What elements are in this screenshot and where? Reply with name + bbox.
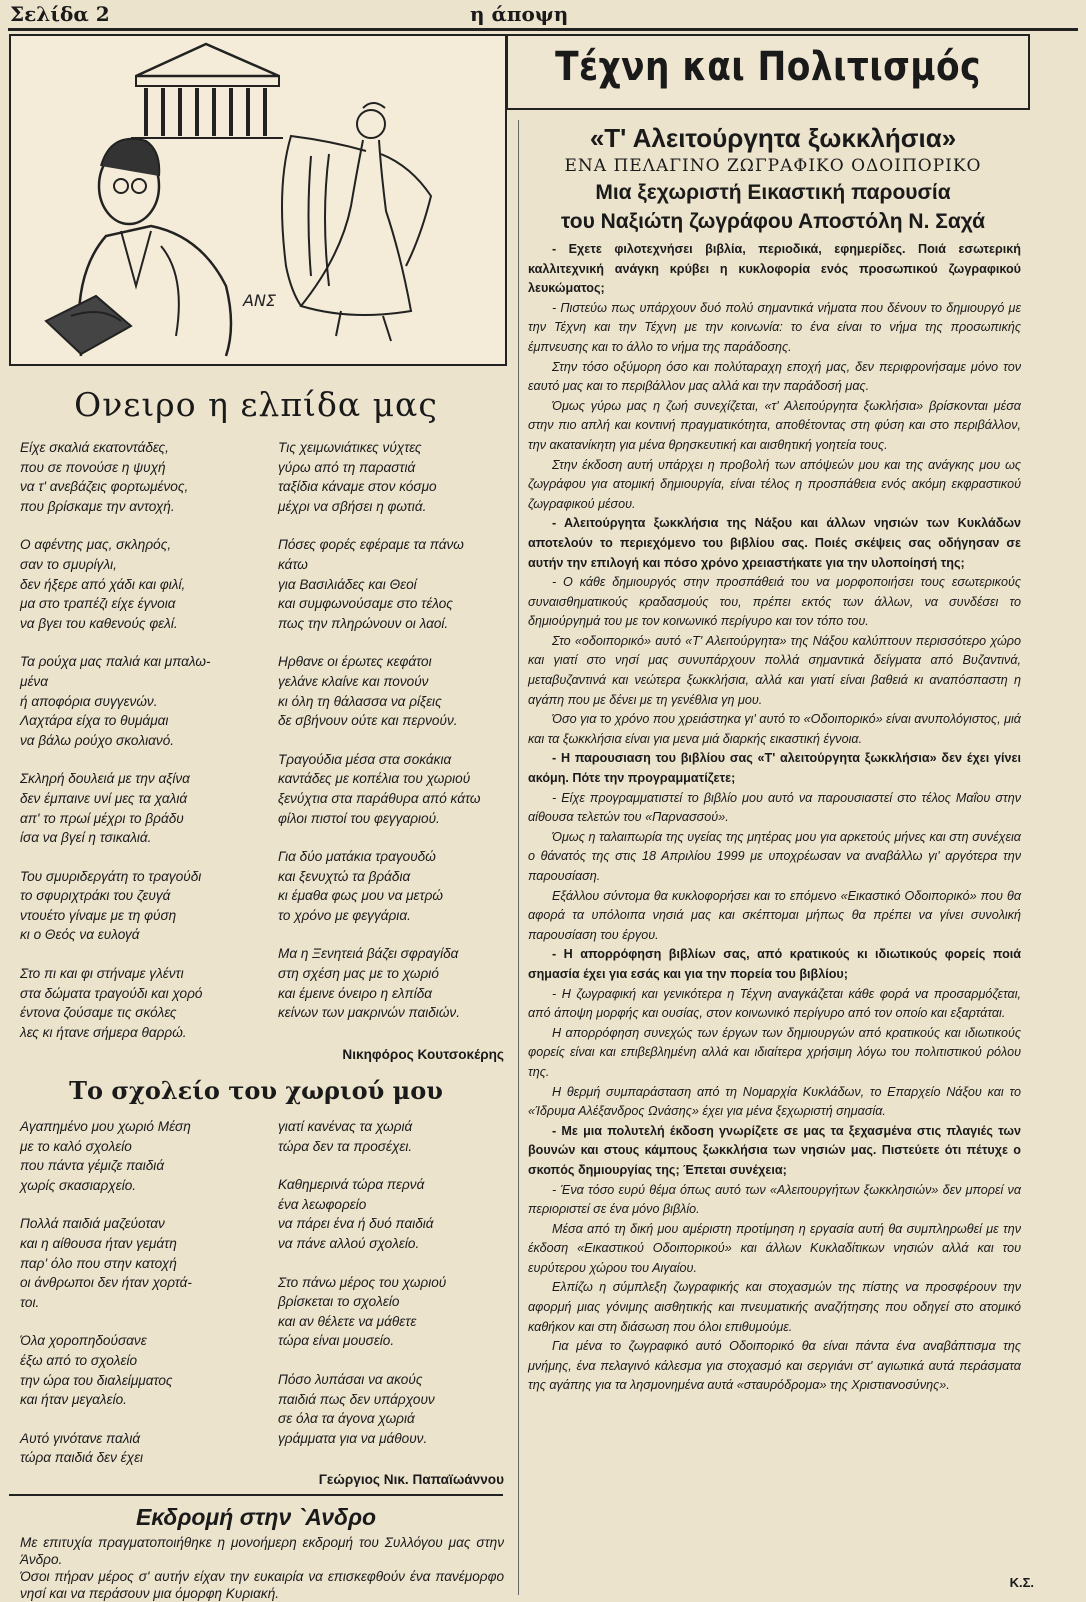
poem-stanza (278, 1273, 510, 1351)
poem-line: φίλοι πιστοί του φεγγαριού. (278, 810, 440, 826)
poem-line: μα στο τραπέζι είχε έγνοια (20, 596, 176, 612)
poem-line: Στο πάνω μέρος του χωριού (278, 1274, 447, 1290)
poem-line: να βγει του καθενούς φελί. (20, 615, 178, 631)
poem-line: Ο αφέντης μας, σκληρός, (20, 537, 172, 553)
poem-line: Ηρθανε οι έρωτες κεφάτοι (278, 654, 432, 670)
poem-stanza (20, 1117, 265, 1195)
poem2-column-left (20, 1117, 265, 1487)
interview-question: - Η απορρόφηση βιβλίων σας, από κρατικούς κι ιδιωτικούς φορείς ποιά σημασία έχει για εσάς και για την πορεία του βιβλίου; (528, 947, 1021, 981)
poem-line: Όλα χοροπηδούσανε (20, 1333, 147, 1349)
poem-stanza (278, 535, 510, 633)
poem-line: χωρίς σκασιαρχείο. (20, 1177, 137, 1193)
article-subtitle: ΕΝΑ ΠΕΛΑΓΙΝΟ ΖΩΓΡΑΦΙΚΟ ΟΔΟΙΠΟΡΙΚΟ (564, 156, 982, 176)
poem-line: πως την πληρώνουν οι λαοί. (278, 615, 449, 631)
poem-line: ντουέτο γίναμε με τη φύση (20, 907, 177, 923)
poem-stanza (20, 867, 265, 945)
poem-line: να πάνε αλλού σχολείο. (278, 1235, 420, 1251)
poem-stanza (20, 652, 265, 750)
article-header (528, 122, 1018, 236)
poem-line: κείνων των μακρινών παιδιών. (278, 1005, 460, 1021)
article-heading-1: Μια ξεχωριστή Εικαστική παρουσία (595, 181, 951, 204)
article-heading-2: του Ναξιώτη ζωγράφου Αποστόλη Ν. Σαχά (560, 210, 986, 233)
poem-line: που σε πονούσε η ψυχή (20, 459, 166, 475)
poem-line: τώρα παιδιά δεν έχει (20, 1450, 144, 1466)
poem-line: Πόσο λυπάσαι να ακούς (278, 1371, 423, 1387)
interview-answer: Η θερμή συμπαράσταση από τη Νομαρχία Κυκλάδων, το Επαρχείο Νάξου και το «Ίδρυμα Αλέξανδρος Ωνάσης» έχει για μένα ξεχωριστή σημασία. (528, 1084, 1021, 1119)
poem-line: έντονα ζούσαμε τις σκόλες (20, 1005, 177, 1021)
article-body (528, 240, 1021, 1396)
poem-line: γύρω από τη παραστιά (278, 459, 416, 475)
poem-line: Του σμυριδεργάτη το τραγούδι (20, 868, 202, 884)
poem2-title: Το σχολείο του χωριού μου (69, 1076, 443, 1105)
interview-question: - Εχετε φιλοτεχνήσει βιβλία, περιοδικά, εφημερίδες. Ποιά εσωτερική καλλιτεχνική ανάγκη κρύβει η κυκλοφορία ενός προσωπικού ζωγραφικού λευκώματος; (528, 242, 1021, 296)
poem-line: έξω από το σχολείο (20, 1352, 138, 1368)
poem-line: κι ο Θεός να ευλογά (20, 927, 140, 943)
section-header (506, 34, 1030, 110)
sketch-illustration (11, 36, 505, 364)
poem-line: Καθημερινά τώρα περνά (278, 1177, 425, 1193)
poem-line: δεν ήξερε από χάδι και φιλί, (20, 576, 186, 592)
interview-answer: Ελπίζω η σύμπλεξη ζωγραφικής και στοχασμών της πίστης να προσφέρουν την αφορμή μιας γόνιμης αισθητικής και πνευματικής αναζήτησης που οδηγεί στο ατομικό καθήκον και στη διάσωση που όλοι επιθυμούμε. (528, 1280, 1021, 1334)
interview-answer: Στο «οδοιπορικό» αυτό «Τ' Αλειτούργητα» της Νάξου καλύπτουν περισσότερο χώρο και γιατί στο νησί μας συνυπάρχουν πολλά σημαντικά δείγματα από Βυζαντινά, μεταβυζαντινά και νεώτερα ξωκκλήσια, αλλά και γιατί είναι βαθειά κι αναπόσπαστη η αγάπη που με δένει με τη γενέθλια γη μου. (528, 633, 1021, 707)
poem-line: Τα ρούχα μας παλιά και μπαλω- (20, 654, 211, 670)
poem-line: και η αίθουσα ήταν γεμάτη (20, 1235, 177, 1251)
poem-line: που πάντα γέμιζε παιδιά (20, 1158, 165, 1174)
poem-line: και συμφωνούσαμε στο τέλος (278, 596, 453, 612)
poem-line: να πάρει ένα ή δυό παιδιά (278, 1216, 434, 1232)
poem-line: Τραγούδια μέσα στα σοκάκια (278, 751, 452, 767)
poem-line: σε όλα τα άγονα χωριά (278, 1411, 415, 1427)
interview-answer: - Πιστεύω πως υπάρχουν δυό πολύ σημαντικά νήματα που δένουν το δημιουργό με την Τέχνη και την Τέχνη με την κοινωνία: το ένα είναι το νήμα της προσωπικής έμπνευσης και το άλλο το νήμα της παράδοσης. (528, 300, 1021, 354)
poem-stanza (278, 944, 510, 1022)
poem-line: στη σχέση μας με το χωριό (278, 966, 439, 982)
poem-stanza (20, 769, 265, 847)
poem-line: Αγαπημένο μου χωριό Μέση (20, 1119, 191, 1134)
poem-line: στα δώματα τραγούδι και χορό (20, 985, 203, 1001)
poem-line: γράμματα για να μάθουν. (278, 1430, 428, 1446)
poem-line: Πολλά παιδιά μαζεύοταν (20, 1216, 165, 1232)
interview-answer: Στην τόσο οξύμορη όσο και πολύταραχη εποχή μας, δεν περιφρονήσαμε μόνο τον εαυτό μας και το περιβάλλον μας αλλά και την παράδοσή μας. (528, 359, 1021, 394)
poem-line: Μα η Ξενητειά βάζει σφραγίδα (278, 946, 459, 962)
poem1-column-left (20, 438, 265, 1061)
poem-line: τώρα είναι μουσείο. (278, 1333, 395, 1349)
poem-line: Λαχτάρα είχα το θυμάμαι (20, 713, 169, 729)
poem-line: με το καλό σχολείο (20, 1138, 132, 1154)
poem-stanza (278, 1117, 510, 1156)
poem-line: Τις χειμωνιάτικες νύχτες (278, 440, 422, 455)
poem-line: να βάλω ρούχο σκολιανό. (20, 732, 175, 748)
illustration-signature: ΑΝΣ (243, 291, 277, 310)
poem-stanza (20, 1429, 265, 1468)
poem-line: τοι. (20, 1294, 40, 1310)
interview-answer: Όσο για το χρόνο που χρειάστηκα γι' αυτό το «Οδοιπορικό» είναι ανυπολόγιστος, μιά και τα ξωκκλήσια είναι για μενα μιά διαρκής εικαστική έγνοια. (528, 712, 1021, 746)
poem-line: κι όλη τη θάλασσα να ρίξεις (278, 693, 442, 709)
poem-line: ταξίδια κάναμε στον κόσμο (278, 479, 437, 495)
poem-stanza (20, 964, 265, 1042)
interview-answer: - Ο κάθε δημιουργός στην προσπάθειά του να μορφοποιήσει τους εσωτερικούς συναισθηματικούς κραδασμούς του, πρέπει εκτός των άλλων, να συνδέσει το δημιούργημά του με τον κοινωνικό περίγυρο και τον τόπο του. (528, 575, 1021, 629)
poem-line: και αν θέλετε να μάθετε (278, 1313, 417, 1329)
section-title: Τέχνη και Πολιτισμός (555, 44, 981, 90)
poem-line: απ' το πρωί μέχρι το βράδυ (20, 810, 184, 826)
poem-line: το χρόνο με φεγγάρια. (278, 907, 411, 923)
poem1-title: Ονειρο η ελπίδα μας (74, 385, 438, 424)
poem-line: κάτω (278, 556, 308, 572)
interview-answer: Στην έκδοση αυτή υπάρχει η προβολή των απόψεών μου και της ανάγκης μου ως ζωγράφου για ατομική δημιουργία, είναι τέλος η προσπάθεια ενός ακόμη εκφραστικού ζωγραφικού μέσου. (528, 457, 1021, 511)
interview-answer: - Είχε προγραμματιστεί το βιβλίο μου αυτό να παρουσιαστεί στο τέλος Μαΐου στην αίθουσα τελετών του «Παρνασσού». (528, 790, 1021, 825)
poem-line: μένα (20, 673, 48, 689)
poem-line: παρ' όλο που στην κατοχή (20, 1255, 177, 1271)
poem-line: βρίσκεται το σχολείο (278, 1294, 400, 1310)
poem-stanza (278, 750, 510, 828)
poem1-column-right (278, 438, 510, 1042)
poem-line: ή αποφόρια συγγενών. (20, 693, 158, 709)
page-header (8, 0, 1078, 31)
poem-line: οι άνθρωποι δεν ήταν χορτά- (20, 1275, 192, 1291)
interview-question: - Η παρουσιαση του βιβλίου σας «Τ' αλειτούργητα ξωκκλήσια» δεν έχει γίνει ακόμη. Πότε την προγραμματίζετε; (528, 751, 1021, 786)
poem1-author: Νικηφόρος Κουτσοκέρης (342, 1047, 504, 1062)
poem-stanza (20, 1331, 265, 1409)
interview-question: - Αλειτούργητα ξωκκλήσια της Νάξου και άλλων νησιών των Κυκλάδων αποτελούν το περιεχόμενο του βιβλίου σας. Ποιές σκέψεις σας οδήγησαν σε αυτήν την επιλογή και πόσο χρόνο χρειαστήκατε για την υλοποίησή της; (528, 516, 1021, 570)
poem-stanza (278, 1175, 510, 1253)
page-number: Σελίδα 2 (10, 2, 110, 26)
poem2-column-right (278, 1117, 510, 1467)
divider (9, 1494, 503, 1496)
poem-line: Αυτό γινότανε παλιά (20, 1430, 141, 1446)
poem-stanza (278, 438, 510, 516)
article-signature: Κ.Σ. (1009, 1575, 1034, 1590)
trip-paragraph: Όσοι πήραν μέρος σ' αυτήν είχαν την ευκαιρία να επισκεφθούν ένα πανέμορφο νησί και να περάσουν μια όμορφη Κυριακή. (20, 1569, 504, 1601)
poem-line: μέχρι να σβήσει η φωτιά. (278, 498, 427, 514)
poem-line: ξενύχτια στα παράθυρα από κάτω (278, 790, 481, 806)
newspaper-name: η άποψη (470, 2, 569, 26)
poem-line: και έμεινε όνειρο η ελπίδα (278, 985, 433, 1001)
interview-answer: Μέσα από τη δική μου αμέριστη προτίμηση η εργασία αυτή θα συμπληρωθεί με την έκδοση «Εικαστικού Οδοιπορικού» και άλλων Κυκλαδίτικων νησιών αλλά και του ευρύτερου χώρου του Αιγαίου. (528, 1221, 1021, 1275)
poem-line: σαν το σμυρίγλι, (20, 556, 117, 572)
poem-line: και ήταν μεγαλείο. (20, 1392, 127, 1408)
trip-text (20, 1534, 504, 1602)
poem-line: το σφυριχτράκι του ζευγά (20, 888, 171, 904)
poem-line: να τ' ανεβάζεις φορτωμένος, (20, 479, 189, 495)
interview-answer: - Η ζωγραφική και γενικότερα η Τέχνη αναγκάζεται κάθε φορά να προσαρμόζεται, από άποψη μορφής και ουσίας, στον κοινωνικό περίγυρο από τον οποίο και εξαρτάται. (528, 986, 1021, 1021)
poem-stanza (278, 847, 510, 925)
poem-stanza (20, 438, 265, 516)
poem-stanza (20, 535, 265, 633)
poem-line: ίσα να βγεί η τσικαλιά. (20, 830, 152, 846)
column-divider (518, 120, 519, 1595)
poem-line: γελάνε κλαίνε και πονούν (278, 673, 429, 689)
poem-line: για Βασιλιάδες και Θεοί (278, 576, 417, 592)
poem-line: Σκληρή δουλειά με την αξίνα (20, 771, 190, 787)
poem-stanza (278, 1370, 510, 1448)
poem-line: καντάδες με κοπέλια του χωριού (278, 771, 471, 787)
trip-title: Εκδρομή στην `Ανδρο (135, 1504, 377, 1530)
interview-answer: Όμως γύρω μας η ζωή συνεχίζεται, «τ' Αλειτούργητα ξωκλήσια» βρίσκονται μέσα στην πιο απλή και κοντινή πραγματικότητα, αποθέτοντας στη φύση και στο περιβάλλον, την ακατανίκητη για μένα θρησκευτική και αισθητική γοητεία τους. (528, 398, 1021, 452)
poem-stanza (278, 652, 510, 730)
poem-line: γιατί κανένας τα χωριά (278, 1119, 413, 1134)
interview-answer: Για μένα το ζωγραφικό αυτό Οδοιπορικό θα είναι πάντα ένα αναβάπτισμα της μνήμης, ένα πελαγινό κάλεσμα για στοχασμό και σεργιάνι στ' αγιωτικά αυτά περάσματα της αγάπης για τα λησμονημένα αυτά «σταυρόδρομα» της Χριστιανοσύνης». (528, 1339, 1021, 1393)
poem-line: δε σβήνουν ούτε και περνούν. (278, 713, 458, 729)
interview-question: - Με μια πολυτελή έκδοση γνωρίζετε σε μας τα ξεχασμένα στις πλαγιές των βουνών και στους κάμπους ξωκκλήσια των νησιών μας. Πιστεύετε ότι πέτυχε ο σκοπός δημιουργίας της; Έπεται συνέχεια; (528, 1123, 1021, 1177)
interview-answer: Εξάλλου σύντομα θα κυκλοφορήσει και το επόμενο «Εικαστικό Οδοιπορικό» που θα αφορά τα υπόλοιπα νησιά μας και σκέπτομαι μήπως θα πρέπει να γίνει συνολική παρουσίαση του έργου. (528, 888, 1021, 942)
poem-line: τώρα δεν τα προσέχει. (278, 1138, 413, 1154)
illustration (9, 34, 507, 366)
poem-line: Για δύο ματάκια τραγουδώ (278, 849, 436, 865)
poem-line: και ξενυχτώ τα βράδια (278, 868, 411, 884)
poem2-author: Γεώργιος Νικ. Παπαϊωάννου (318, 1472, 504, 1487)
poem-line: ένα λεωφορείο (278, 1196, 367, 1212)
poem-line: δεν έμπαινε υνί μες τα χαλιά (20, 790, 188, 806)
interview-answer: Η απορρόφηση συνεχώς των έργων των δημιουργών από κρατικούς και ιδιωτικούς φορείς είναι και επιβεβλημένη αλλά και ιδιαίτερα χρήσιμη λόγω του πολιτιστικού ρόλου της. (528, 1025, 1021, 1079)
trip-paragraph: Με επιτυχία πραγματοποιήθηκε η μονοήμερη εκδρομή του Συλλόγου μας στην Άνδρο. (20, 1535, 504, 1567)
article-title: «Τ' Αλειτούργητα ξωκκλήσια» (589, 123, 957, 153)
poem-line: κι έμαθα φως μου να μετρώ (278, 888, 443, 904)
poem-line: που βρίσκαμε την αντοχή. (20, 498, 175, 514)
poem-line: Πόσες φορές εφέραμε τα πάνω (278, 537, 464, 553)
interview-answer: - Ένα τόσο ευρύ θέμα όπως αυτό των «Αλειτουργήτων ξωκκλησιών» δεν μπορεί να περιοριστεί σε ένα μόνο βιβλίο. (528, 1182, 1021, 1217)
poem-line: Είχε σκαλιά εκατοντάδες, (20, 440, 169, 455)
poem-line: παιδιά πως δεν υπάρχουν (278, 1391, 435, 1407)
poem-line: λες κι ήτανε σήμερα θαρρώ. (20, 1024, 187, 1040)
poem-stanza (20, 1214, 265, 1312)
poem-line: την ώρα του διαλείμματος (20, 1372, 173, 1388)
poem-line: Στο πι και φι στήναμε γλέντι (20, 966, 184, 982)
interview-answer: Όμως η ταλαιπωρία της υγείας της μητέρας μου για αρκετούς μήνες και στη συνέχεια ο θάνατός της στις 18 Απριλίου 1999 με υποχρέωσαν να αναβάλλω γι' αργότερα την παρουσίαση. (528, 829, 1021, 883)
